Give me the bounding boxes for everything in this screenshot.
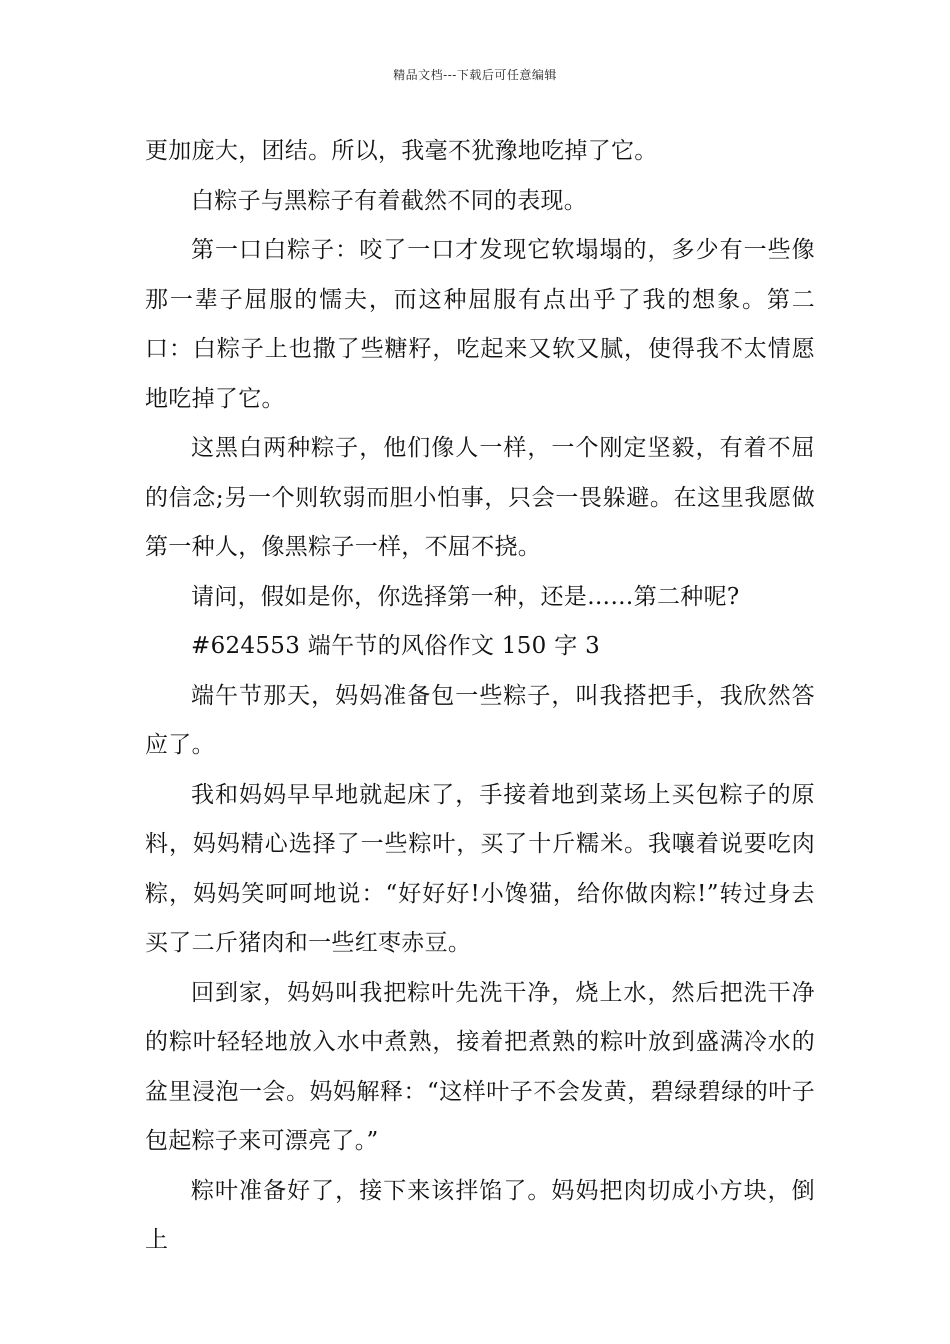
paragraph-5: 请问，假如是你，你选择第一种，还是……第二种呢?	[191, 583, 740, 610]
paragraph-9: 回到家，妈妈叫我把粽叶先洗干净，烧上水，然后把洗干净的粽叶轻轻地放入水中煮熟，接着把煮熟的粽叶放到盛满冷水的盆里浸泡一会。妈妈解释：“这样叶子不会发黄，碧绿碧绿的叶子包起粽子来可漂亮了。”	[145, 979, 815, 1154]
paragraph-4: 这黑白两种粽子，他们像人一样，一个刚定坚毅，有着不屈的信念;另一个则软弱而胆小怕事，只会一畏躲避。在这里我愿做第一种人，像黑粽子一样，不屈不挠。	[145, 435, 815, 560]
section-heading: #624553 端午节的风俗作文 150 字 3	[191, 633, 601, 659]
paragraph-3: 第一口白粽子：咬了一口才发现它软塌塌的，多少有一些像那一辈子屈服的懦夫，而这种屈服有点出乎了我的想象。第二口：白粽子上也撒了些糖籽，吃起来又软又腻，使得我不太情愿地吃掉了它。	[145, 237, 815, 412]
paragraph-1: 更加庞大，团结。所以，我毫不犹豫地吃掉了它。	[145, 138, 658, 164]
paragraph-8: 我和妈妈早早地就起床了，手接着地到菜场上买包粽子的原料，妈妈精心选择了一些粽叶，买了十斤糯米。我嚷着说要吃肉粽，妈妈笑呵呵地说：“好好好!小馋猫，给你做肉粽!”转过身去买了二斤猪肉和一些红枣赤豆。	[145, 781, 815, 956]
paragraph-10: 粽叶准备好了，接下来该拌馅了。妈妈把肉切成小方块，倒上	[145, 1177, 815, 1253]
document-body	[145, 127, 815, 1266]
paragraph-7: 端午节那天，妈妈准备包一些粽子，叫我搭把手，我欣然答应了。	[145, 682, 815, 758]
page-header: 精品文档---下载后可任意编辑	[393, 68, 557, 82]
paragraph-2: 白粽子与黑粽子有着截然不同的表现。	[191, 187, 588, 214]
